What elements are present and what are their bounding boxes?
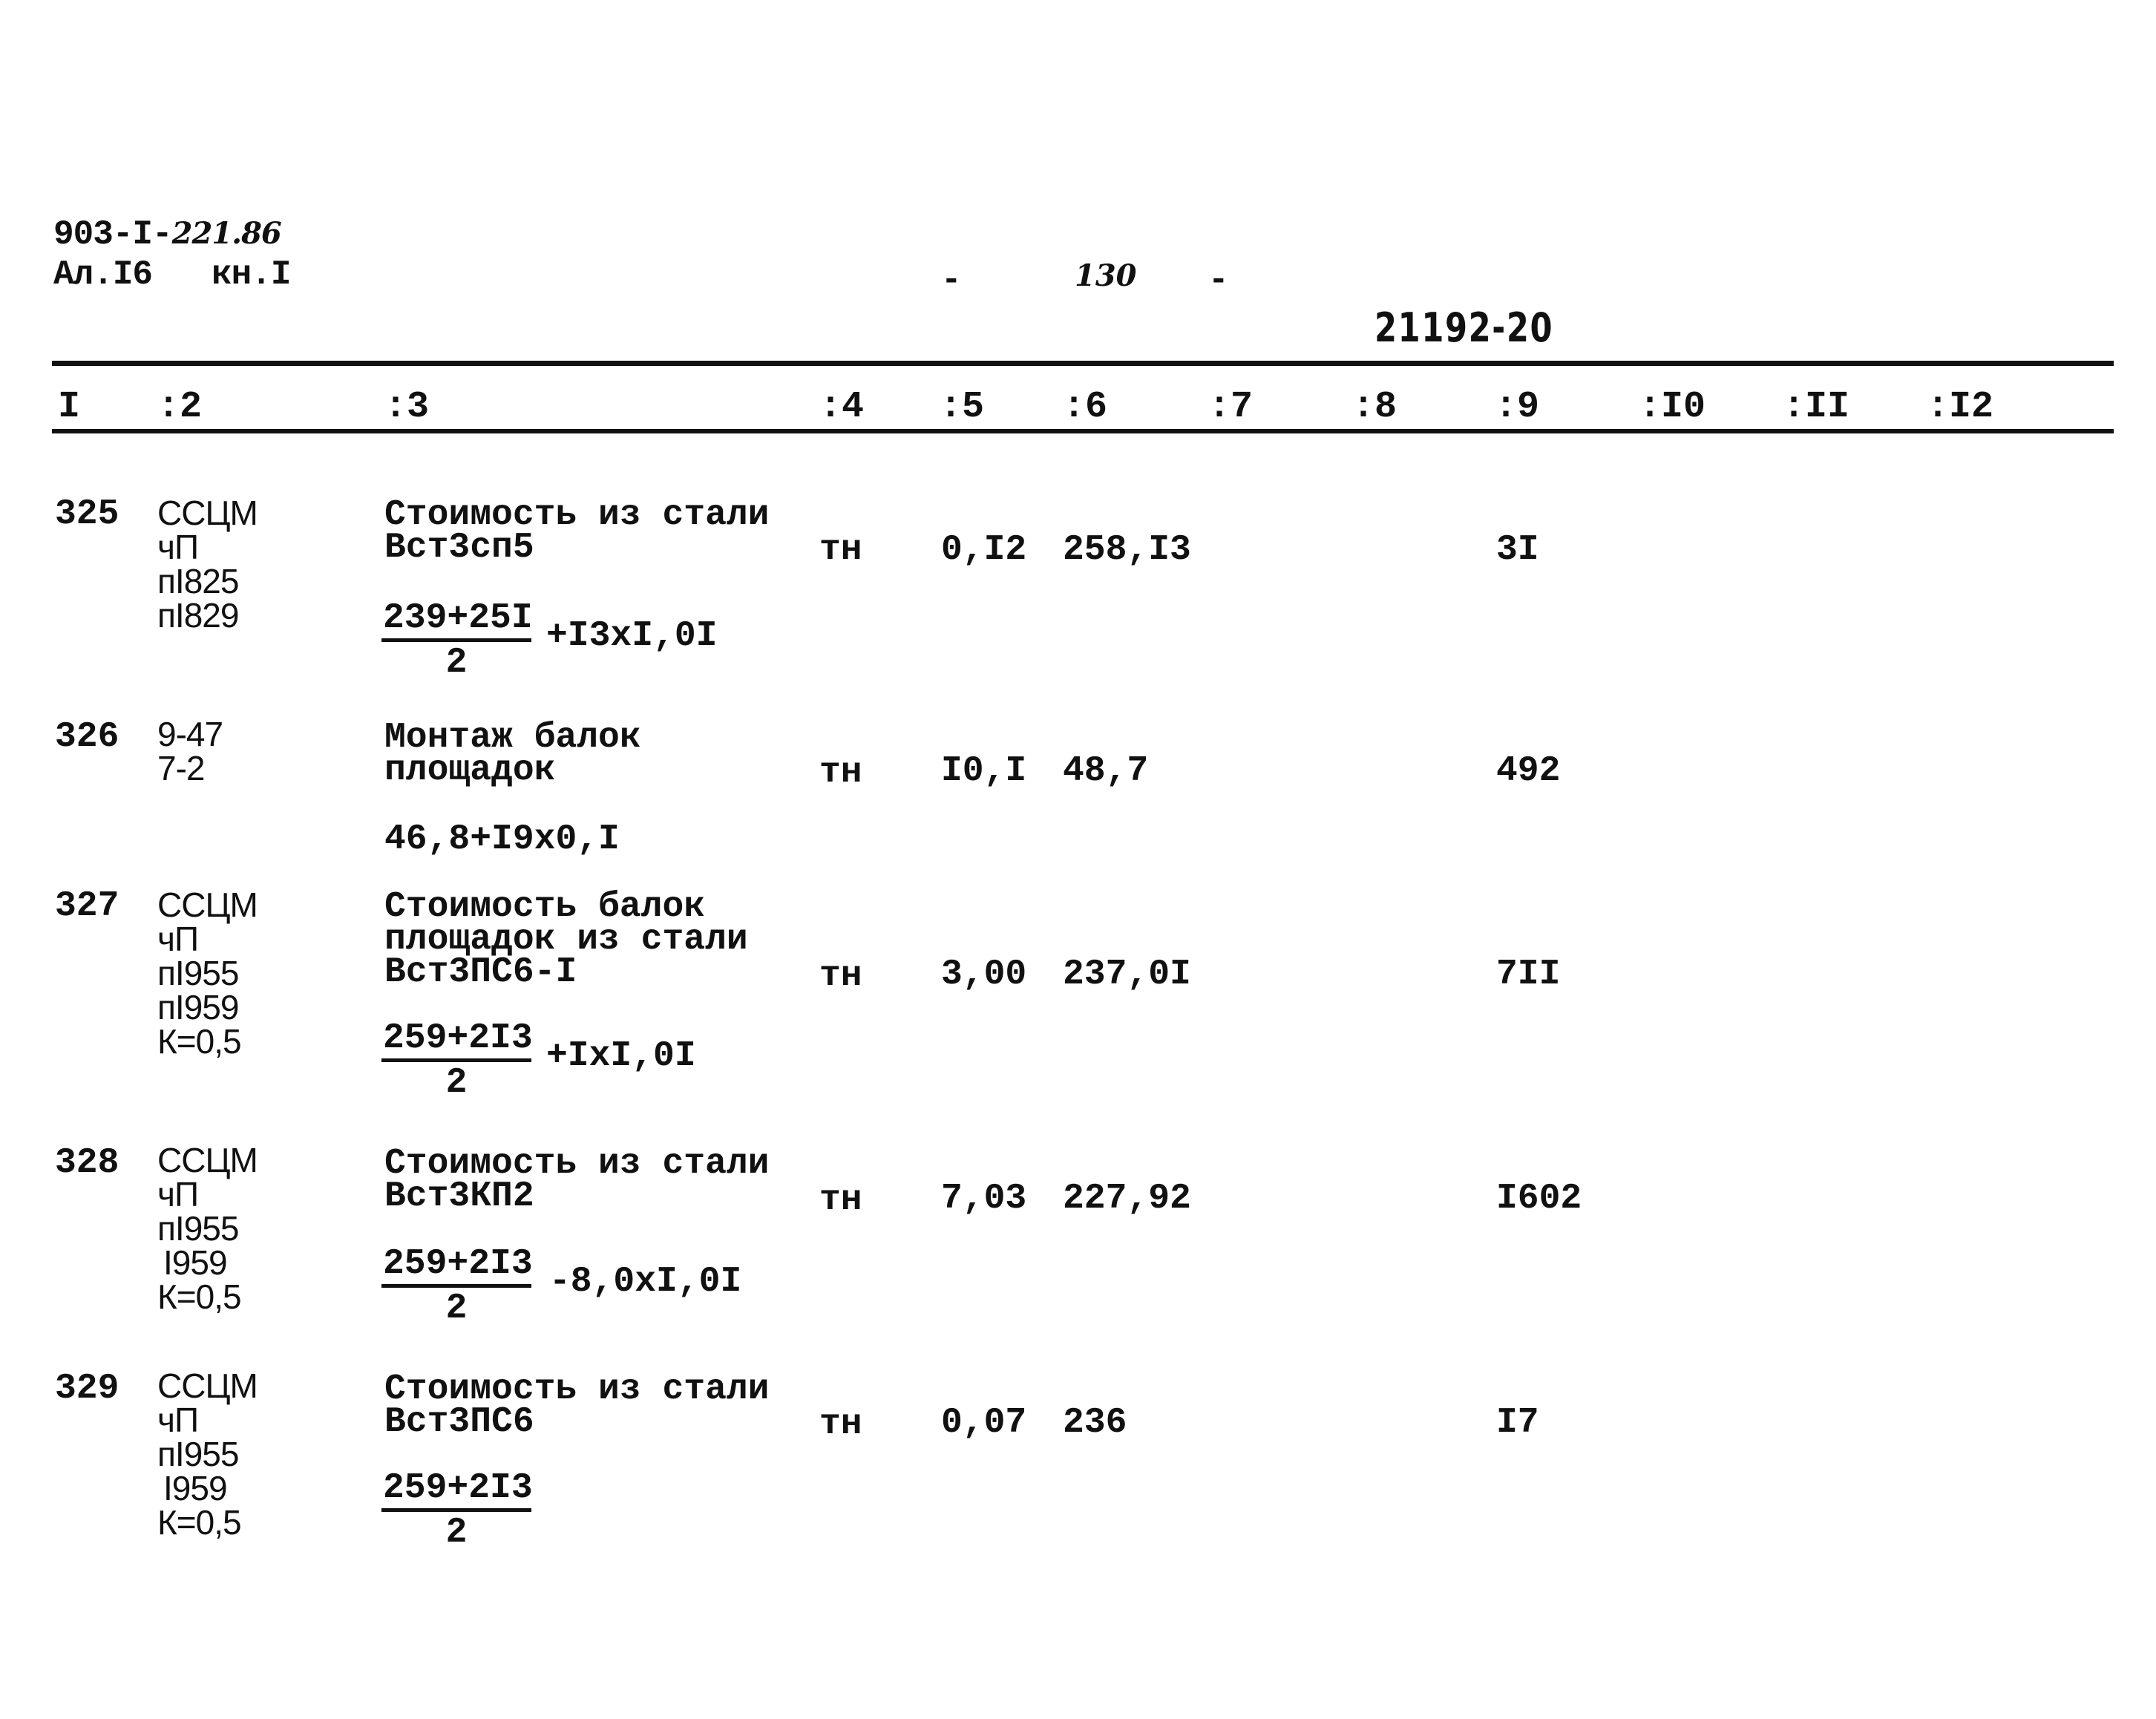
row-unit: тн [819, 530, 862, 570]
book-number: кн.I [212, 255, 291, 294]
row-number: 326 [55, 717, 119, 757]
description-line: Вст3ПС6-I [384, 952, 577, 992]
description-line: площадок [384, 750, 556, 790]
formula-numerator: 259+2I3 [381, 1471, 531, 1512]
row-price: 258,I3 [1063, 530, 1191, 570]
code-line: ССЦМ [157, 1366, 258, 1405]
code-line: пI825 [157, 562, 239, 600]
formula-tail: +I3xI,0I [546, 616, 718, 656]
column-header-11: :II [1783, 386, 1850, 428]
formula-fraction [381, 1244, 533, 1329]
row-price: 237,0I [1063, 955, 1191, 995]
code-line: К=0,5 [157, 1022, 241, 1061]
formula-numerator: 239+25I [381, 601, 531, 642]
row-code [157, 715, 223, 788]
code-line: ССЦМ [157, 494, 258, 532]
code-line: К=0,5 [157, 1277, 241, 1316]
code-line: ССЦМ [157, 885, 258, 924]
formula-tail: +IxI,0I [546, 1036, 696, 1076]
document-code [53, 215, 281, 254]
row-description [384, 1369, 770, 1442]
row-quantity: I0,I [941, 751, 1027, 791]
album-number: Ал.I6 [53, 255, 153, 294]
formula-numerator: 259+2I3 [381, 1247, 531, 1288]
header-top-rule [52, 361, 2114, 366]
formula-tail: -8,0xI,0I [549, 1262, 742, 1302]
column-header-1: I [58, 386, 81, 428]
row-quantity: 3,00 [941, 955, 1027, 995]
row-quantity: 0,07 [941, 1403, 1027, 1443]
code-line: К=0,5 [157, 1503, 241, 1542]
row-description [384, 887, 748, 992]
column-header-3: :3 [384, 386, 430, 428]
document-code-handwritten: 221.86 [171, 216, 281, 251]
row-code [157, 1366, 258, 1542]
formula-fraction [381, 1468, 533, 1553]
column-header-6: :6 [1063, 386, 1108, 428]
code-line: I959 [163, 1469, 227, 1507]
formula-fraction [381, 1018, 533, 1104]
formula-fraction [381, 598, 533, 684]
row-price: 227,92 [1063, 1179, 1191, 1219]
row-code [157, 494, 258, 635]
column-header-10: :I0 [1639, 386, 1706, 428]
row-number: 325 [55, 494, 119, 534]
stamp-number: 21192-20 [1374, 304, 1554, 351]
row-description [384, 495, 770, 568]
description-line: Стоимость из стали [384, 1369, 770, 1409]
row-code [157, 1143, 258, 1314]
code-line: пI955 [157, 1209, 239, 1248]
row-code [157, 885, 258, 1061]
page-dash-right: - [1208, 261, 1228, 300]
code-line: пI959 [157, 988, 239, 1027]
column-header-7: :7 [1208, 386, 1254, 428]
row-quantity: 0,I2 [941, 530, 1027, 570]
column-header-2: :2 [157, 386, 203, 428]
row-total: 3I [1496, 530, 1539, 570]
description-line: Монтаж балок [384, 718, 641, 758]
code-line: чП [157, 528, 199, 566]
row-total: 492 [1496, 751, 1561, 791]
code-line: чП [157, 1401, 199, 1439]
description-line: Вст3ПС6 [384, 1402, 534, 1442]
row-unit: тн [819, 1404, 862, 1444]
document-code-printed: 903-I- [53, 215, 172, 254]
code-line: I959 [163, 1243, 227, 1282]
code-line: пI829 [157, 596, 239, 635]
description-line: Стоимость балок [384, 887, 706, 927]
description-line: Вст3КП2 [384, 1176, 534, 1217]
row-total: 7II [1496, 955, 1561, 995]
formula-denominator: 2 [445, 1513, 468, 1553]
row-description [384, 1144, 770, 1217]
row-unit: тн [819, 956, 862, 996]
row-number: 329 [55, 1369, 119, 1409]
code-line: чП [157, 920, 199, 958]
code-line: 7-2 [157, 749, 205, 788]
row-unit: тн [819, 1180, 862, 1220]
column-header-8: :8 [1352, 386, 1398, 428]
row-price: 236 [1063, 1403, 1127, 1443]
column-header-5: :5 [940, 386, 985, 428]
formula-denominator: 2 [445, 1289, 468, 1329]
row-total: I602 [1496, 1179, 1582, 1219]
code-line: пI955 [157, 954, 239, 992]
code-line: чП [157, 1175, 199, 1214]
description-line: Стоимость из стали [384, 1144, 770, 1184]
page-dash-left: - [941, 261, 961, 300]
album-label [53, 255, 290, 294]
formula-denominator: 2 [445, 1063, 468, 1103]
description-line: Вст3сп5 [384, 528, 534, 568]
row-number: 327 [55, 886, 119, 926]
row-unit: тн [819, 753, 862, 793]
code-line: пI955 [157, 1435, 239, 1473]
row-number: 328 [55, 1143, 119, 1183]
description-line: Стоимость из стали [384, 495, 770, 535]
formula-denominator: 2 [445, 643, 468, 683]
header-bottom-rule [52, 429, 2114, 433]
column-header-12: :I2 [1927, 386, 1994, 428]
row-description [384, 718, 641, 790]
row-quantity: 7,03 [941, 1179, 1027, 1219]
column-header-9: :9 [1495, 386, 1540, 428]
formula-numerator: 259+2I3 [381, 1021, 531, 1062]
code-line: 9-47 [157, 715, 223, 753]
page-number: 130 [1075, 258, 1137, 293]
column-header-4: :4 [819, 386, 865, 428]
code-line: ССЦМ [157, 1141, 258, 1179]
row-price: 48,7 [1063, 751, 1149, 791]
row-total: I7 [1496, 1403, 1539, 1443]
description-line: площадок из стали [384, 920, 748, 960]
formula-line: 46,8+I9x0,I [384, 819, 620, 860]
